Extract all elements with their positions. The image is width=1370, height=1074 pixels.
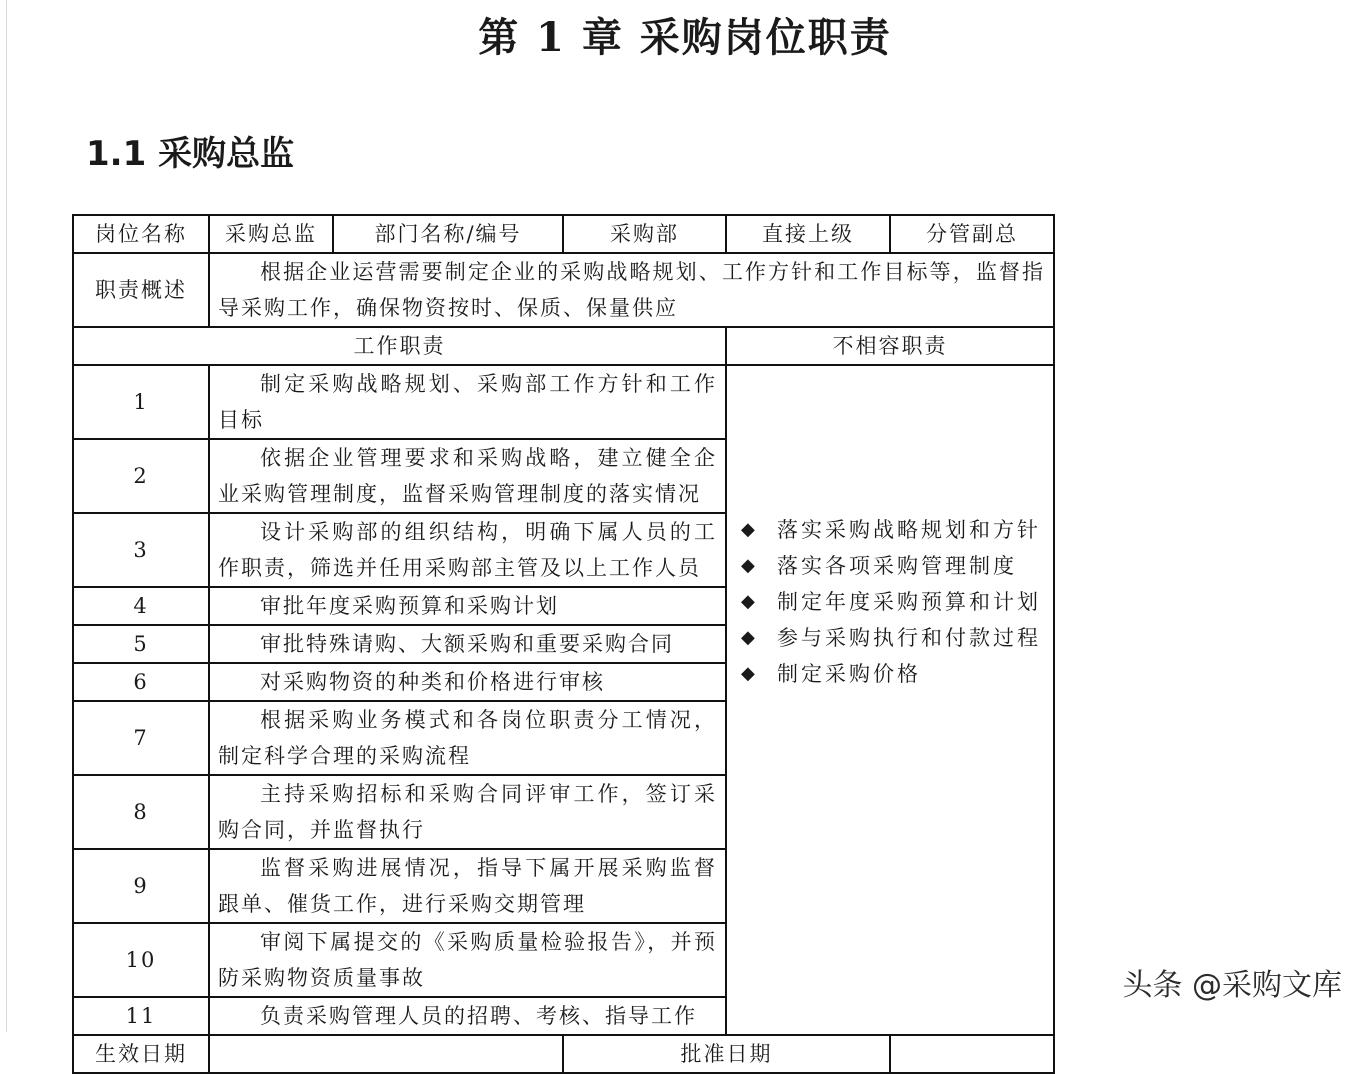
effective-date-value — [209, 1035, 563, 1073]
page-edge-line — [6, 0, 7, 1032]
duty-text: 审阅下属提交的《采购质量检验报告》，并预防采购物资质量事故 — [209, 923, 726, 997]
incompatible-duty-text: 制定年度采购预算和计划 — [777, 590, 1041, 614]
incompatible-duty-item — [735, 620, 1045, 656]
duty-text: 对采购物资的种类和价格进行审核 — [209, 663, 726, 701]
incompatible-duty-item — [735, 512, 1045, 548]
diamond-bullet-icon: ◆ — [741, 663, 758, 684]
footer-row — [73, 1035, 1054, 1073]
approval-date-label: 批准日期 — [563, 1035, 890, 1073]
duty-number: 9 — [73, 849, 209, 923]
department-value: 采购部 — [563, 215, 726, 253]
incompatible-duty-text: 落实各项采购管理制度 — [777, 554, 1017, 578]
duty-text: 负责采购管理人员的招聘、考核、指导工作 — [209, 997, 726, 1035]
duty-number: 2 — [73, 439, 209, 513]
incompatible-duties-cell — [726, 365, 1054, 1035]
duty-number: 10 — [73, 923, 209, 997]
duty-text: 依据企业管理要求和采购战略，建立健全企业采购管理制度，监督采购管理制度的落实情况 — [209, 439, 726, 513]
job-duty-table — [72, 214, 1055, 1074]
department-label: 部门名称/编号 — [333, 215, 563, 253]
incompatible-duty-text: 制定采购价格 — [777, 662, 921, 686]
summary-text: 根据企业运营需要制定企业的采购战略规划、工作方针和工作目标等，监督指导采购工作，确保物资按时、保质、保量供应 — [209, 253, 1054, 327]
duty-text: 监督采购进展情况，指导下属开展采购监督跟单、催货工作，进行采购交期管理 — [209, 849, 726, 923]
duty-text: 根据采购业务模式和各岗位职责分工情况，制定科学合理的采购流程 — [209, 701, 726, 775]
header-row — [73, 215, 1054, 253]
section-title: 1.1 采购总监 — [86, 134, 295, 174]
work-duties-header: 工作职责 — [73, 327, 726, 365]
watermark-text: 头条 @采购文库 — [1122, 968, 1342, 1003]
duty-text: 设计采购部的组织结构，明确下属人员的工作职责，筛选并任用采购部主管及以上工作人员 — [209, 513, 726, 587]
position-name-value: 采购总监 — [209, 215, 333, 253]
effective-date-label: 生效日期 — [73, 1035, 209, 1073]
summary-label: 职责概述 — [73, 253, 209, 327]
approval-date-value — [890, 1035, 1054, 1073]
duty-text: 审批年度采购预算和采购计划 — [209, 587, 726, 625]
incompatible-duty-item — [735, 584, 1045, 620]
diamond-bullet-icon: ◆ — [741, 591, 758, 612]
incompatible-duties-list — [735, 512, 1045, 692]
duty-number: 8 — [73, 775, 209, 849]
summary-row — [73, 253, 1054, 327]
chapter-title: 第 1 章 采购岗位职责 — [478, 14, 892, 61]
incompatible-duty-item — [735, 656, 1045, 692]
duty-number: 6 — [73, 663, 209, 701]
duty-number: 4 — [73, 587, 209, 625]
duty-number: 3 — [73, 513, 209, 587]
diamond-bullet-icon: ◆ — [741, 627, 758, 648]
supervisor-value: 分管副总 — [890, 215, 1054, 253]
column-header-row — [73, 327, 1054, 365]
duty-text: 审批特殊请购、大额采购和重要采购合同 — [209, 625, 726, 663]
duty-text: 主持采购招标和采购合同评审工作，签订采购合同，并监督执行 — [209, 775, 726, 849]
incompatible-duty-text: 参与采购执行和付款过程 — [777, 626, 1041, 650]
incompatible-duty-item — [735, 548, 1045, 584]
duty-number: 7 — [73, 701, 209, 775]
duty-number: 5 — [73, 625, 209, 663]
incompatible-duty-text: 落实采购战略规划和方针 — [777, 518, 1041, 542]
duty-text: 制定采购战略规划、采购部工作方针和工作目标 — [209, 365, 726, 439]
duty-number: 11 — [73, 997, 209, 1035]
duty-row — [73, 365, 1054, 439]
diamond-bullet-icon: ◆ — [741, 519, 758, 540]
incompatible-duties-header: 不相容职责 — [726, 327, 1054, 365]
supervisor-label: 直接上级 — [726, 215, 890, 253]
diamond-bullet-icon: ◆ — [741, 555, 758, 576]
duty-number: 1 — [73, 365, 209, 439]
position-name-label: 岗位名称 — [73, 215, 209, 253]
